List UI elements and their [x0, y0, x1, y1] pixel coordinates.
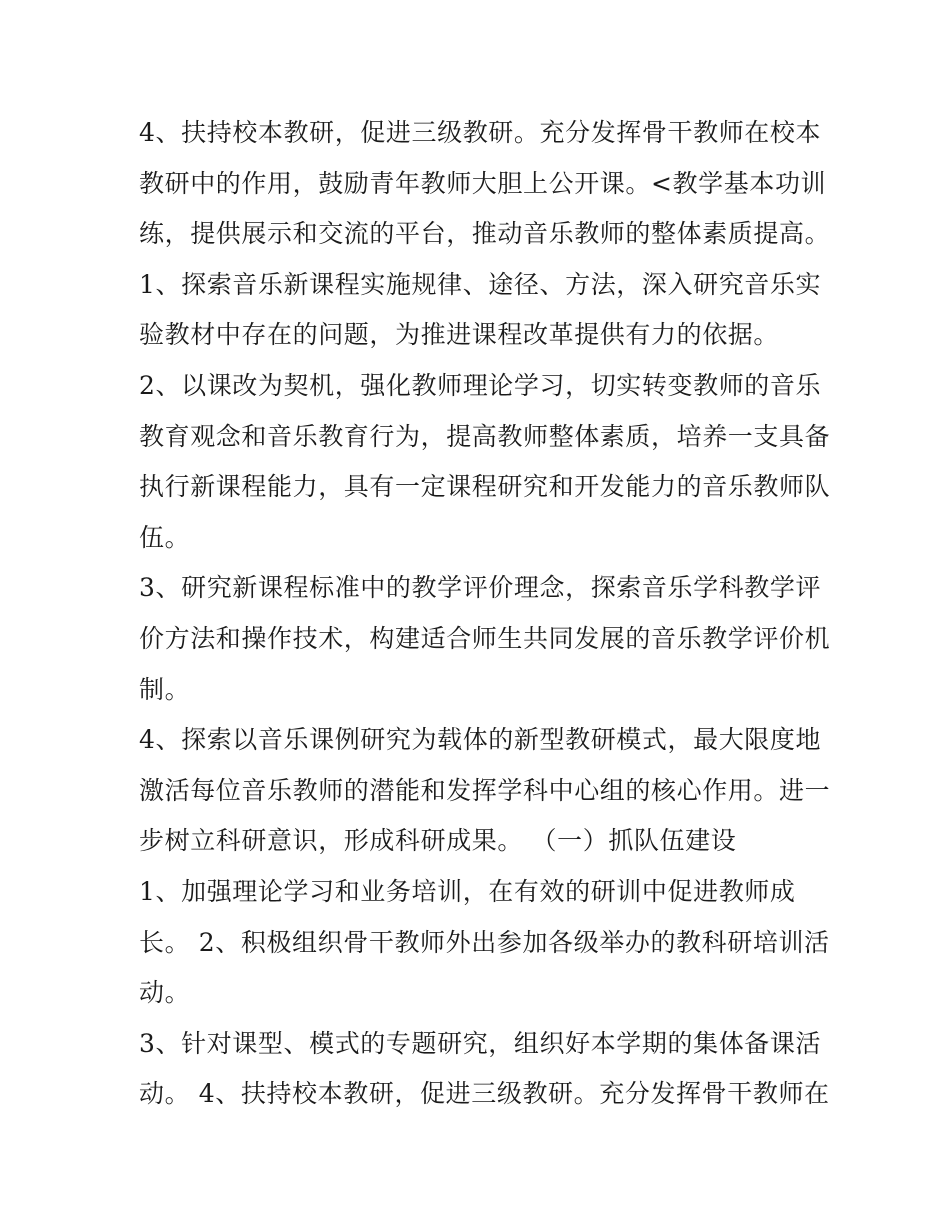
- text-line: 验教材中存在的问题，为推进课程改革提供有力的依据。: [139, 320, 780, 350]
- text-line: 制。: [139, 674, 191, 704]
- text-line: 激活每位音乐教师的潜能和发挥学科中心组的核心作用。进一: [139, 775, 831, 805]
- text-line: 执行新课程能力，具有一定课程研究和开发能力的音乐教师队: [139, 472, 831, 502]
- text-line: 长。 2、积极组织骨干教师外出参加各级举办的教科研培训活: [139, 927, 830, 957]
- document-body: [139, 108, 829, 1120]
- text-line: 4、探索以音乐课例研究为载体的新型教研模式，最大限度地: [139, 725, 822, 755]
- text-line: 3、针对课型、模式的专题研究，组织好本学期的集体备课活: [139, 1028, 822, 1058]
- text-line: 步树立科研意识，形成科研成果。 （一）抓队伍建设: [139, 826, 737, 856]
- text-line: 1、加强理论学习和业务培训，在有效的研训中促进教师成: [139, 876, 796, 906]
- text-line: 3、研究新课程标准中的教学评价理念，探索音乐学科教学评: [139, 573, 822, 603]
- text-line: 练，提供展示和交流的平台，推动音乐教师的整体素质提高。: [139, 219, 831, 249]
- text-line: 动。 4、扶持校本教研，促进三级教研。充分发挥骨干教师在: [139, 1079, 830, 1109]
- text-line: 1、探索音乐新课程实施规律、途径、方法，深入研究音乐实: [139, 269, 822, 299]
- text-line: 4、扶持校本教研，促进三级教研。充分发挥骨干教师在校本: [139, 118, 822, 147]
- text-line: 伍。: [139, 522, 191, 552]
- text-line: 教研中的作用，鼓励青年教师大胆上公开课。<教学基本功训: [139, 168, 827, 198]
- text-line: 动。: [139, 978, 191, 1008]
- text-line: 2、以课改为契机，强化教师理论学习，切实转变教师的音乐: [139, 370, 822, 400]
- text-line: 价方法和操作技术，构建适合师生共同发展的音乐教学评价机: [139, 623, 831, 653]
- text-line: 教育观念和音乐教育行为，提高教师整体素质，培养一支具备: [139, 421, 831, 451]
